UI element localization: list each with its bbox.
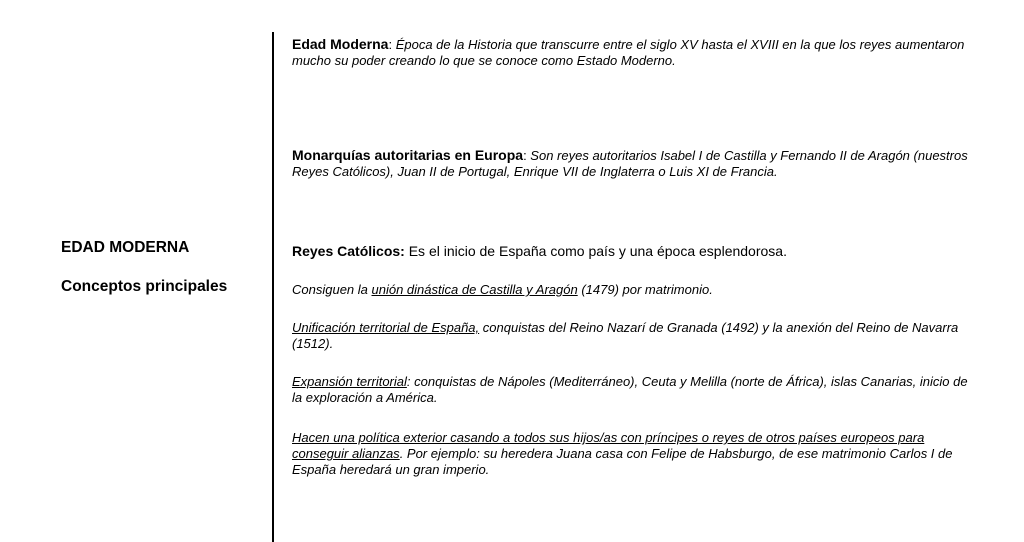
point-highlight: Expansión territorial [292,374,407,389]
concept-term: Edad Moderna [292,36,389,52]
point-text: . Por ejemplo: su heredera Juana casa con Felipe de Habsburgo, de ese matrimonio Carlos I de España heredará un gran imperio. [292,446,953,477]
point-union-dinastica [292,282,972,298]
section-title: EDAD MODERNA [61,239,190,256]
concept-text: Es el inicio de España como país y una época esplendorosa. [404,243,787,259]
concept-definition: Son reyes autoritarios Isabel I de Castilla y Fernando II de Aragón (nuestros Reyes Católicos), Juan II de Portugal, Enrique VII de Inglaterra o Luis XI de Francia. [292,148,968,179]
section-subtitle: Conceptos principales [61,278,228,295]
point-text: : conquistas de Nápoles (Mediterráneo), Ceuta y Melilla (norte de África), islas Canarias, inicio de la exploración a América. [292,374,968,405]
point-text: conquistas del Reino Nazarí de Granada (1492) y la anexión del Reino de Navarra (1512). [292,320,959,351]
point-politica-exterior [292,430,972,478]
concept-monarquias [292,147,972,180]
concept-reyes-catolicos [292,242,972,260]
point-highlight: Hacen una política exterior casando a todos sus hijos/as con príncipes o reyes de otros países europeos para conseguir alianzas [292,430,925,461]
point-highlight: Unificación territorial de España, [292,320,480,335]
concept-edad-moderna [292,36,972,69]
point-text: (1479) por matrimonio. [577,282,713,297]
concept-term: Reyes Católicos: [292,243,405,259]
point-unificacion [292,320,972,352]
concept-term: Monarquías autoritarias en Europa [292,147,524,163]
point-highlight: unión dinástica de Castilla y Aragón [371,282,578,297]
concept-definition: Época de la Historia que transcurre entre el siglo XV hasta el XVIII en la que los reyes aumentaron mucho su poder creando lo que se conoce como Estado Moderno. [292,37,965,68]
term-separator: : [388,37,396,52]
term-separator: : [523,148,531,163]
vertical-divider [272,32,274,542]
point-text: Consiguen la [292,282,372,297]
point-expansion [292,374,972,406]
